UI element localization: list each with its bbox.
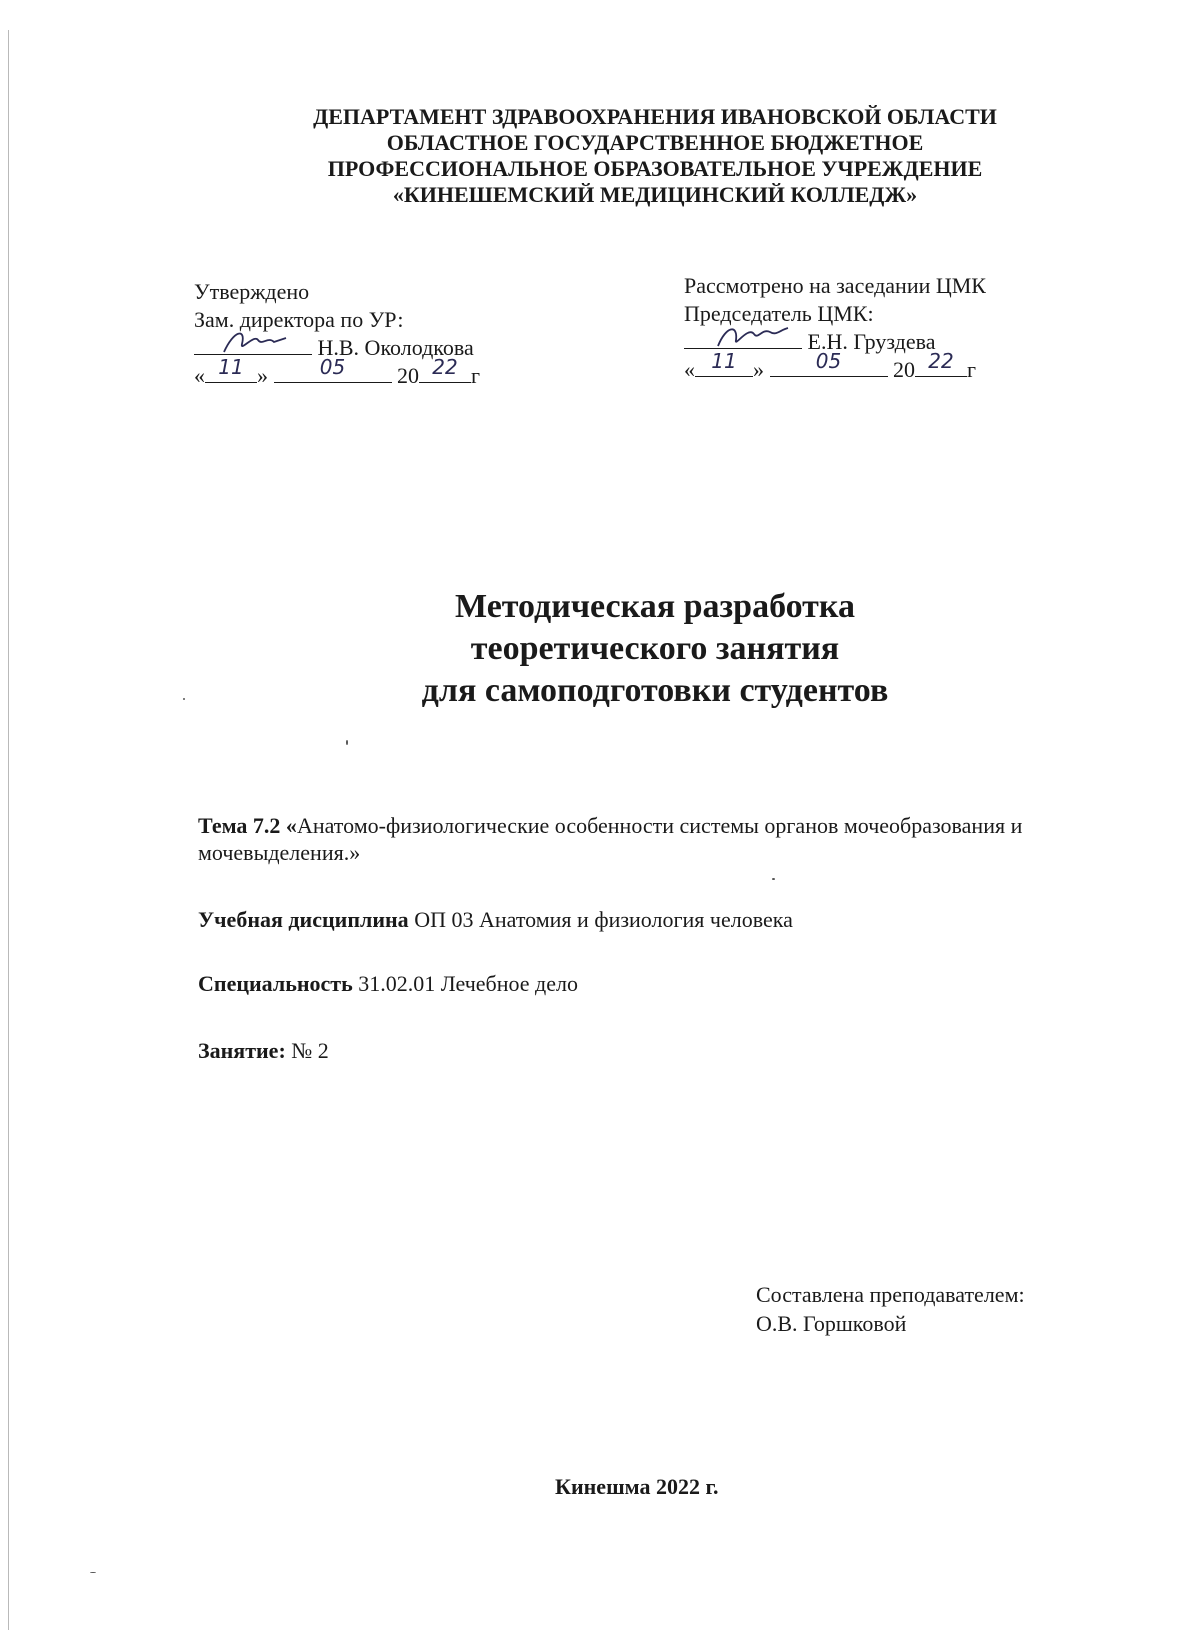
document-title bbox=[0, 586, 1200, 712]
approval-left-position: Зам. директора по УР: bbox=[194, 307, 404, 332]
approval-left-label: Утверждено bbox=[194, 279, 310, 304]
lesson-text: № 2 bbox=[291, 1038, 329, 1063]
approval-right-position: Председатель ЦМК: bbox=[684, 301, 874, 326]
approval-left-date: « 11 » 05 20 22 г bbox=[194, 355, 481, 388]
approval-block-left bbox=[194, 278, 480, 390]
header-line-1: ДЕПАРТАМЕНТ ЗДРАВООХРАНЕНИЯ ИВАНОВСКОЙ ОБЛАСТИ bbox=[313, 104, 997, 129]
date-month: 05 bbox=[319, 355, 346, 379]
date-year: 22 bbox=[928, 349, 954, 373]
date-day: 11 bbox=[711, 349, 737, 373]
scan-speck bbox=[90, 1572, 96, 1573]
signature-mark bbox=[684, 328, 802, 349]
institution-header bbox=[0, 104, 1200, 208]
topic-field bbox=[198, 812, 1058, 866]
specialty-text: 31.02.01 Лечебное дело bbox=[358, 971, 578, 996]
title-line-2: теоретического занятия bbox=[470, 630, 840, 667]
scan-edge-line bbox=[8, 30, 9, 1630]
date-day: 11 bbox=[218, 355, 244, 379]
scan-speck bbox=[346, 740, 348, 745]
city-year: Кинешма 2022 г. bbox=[555, 1474, 719, 1499]
approval-right-label: Рассмотрено на заседании ЦМК bbox=[684, 273, 986, 298]
topic-label: Тема 7.2 « bbox=[198, 813, 297, 838]
author-block bbox=[756, 1280, 1025, 1338]
header-line-2: ОБЛАСТНОЕ ГОСУДАРСТВЕННОЕ БЮДЖЕТНОЕ bbox=[386, 130, 924, 155]
lesson-label: Занятие: bbox=[198, 1038, 286, 1063]
reviewer-name: Е.Н. Груздева bbox=[807, 329, 936, 354]
approval-right-date: « 11 » 05 20 22 г bbox=[684, 349, 977, 382]
handwritten-signature-icon bbox=[194, 326, 312, 356]
specialty-label: Специальность bbox=[198, 971, 353, 996]
title-line-1: Методическая разработка bbox=[455, 588, 855, 625]
title-line-3: для самоподготовки студентов bbox=[421, 672, 889, 709]
header-line-3: ПРОФЕССИОНАЛЬНОЕ ОБРАЗОВАТЕЛЬНОЕ УЧРЕЖДЕНИЕ bbox=[327, 156, 983, 181]
author-line-2: О.В. Горшковой bbox=[756, 1311, 907, 1336]
signature-mark bbox=[194, 334, 312, 355]
approver-name: Н.В. Околодкова bbox=[317, 335, 474, 360]
author-line-1: Составлена преподавателем: bbox=[756, 1282, 1025, 1307]
header-line-4: «КИНЕШЕМСКИЙ МЕДИЦИНСКИЙ КОЛЛЕДЖ» bbox=[392, 182, 918, 207]
scan-speck bbox=[772, 878, 775, 880]
specialty-field bbox=[198, 970, 578, 997]
date-year: 22 bbox=[432, 355, 458, 379]
scan-speck bbox=[183, 698, 185, 700]
discipline-text: ОП 03 Анатомия и физиология человека bbox=[414, 907, 793, 932]
lesson-field bbox=[198, 1037, 329, 1064]
approval-block-right bbox=[684, 272, 986, 384]
handwritten-signature-icon bbox=[684, 320, 802, 350]
date-month: 05 bbox=[815, 349, 842, 373]
topic-text: Анатомо-физиологические особенности системы органов мочеобразования и мочевыделения.» bbox=[198, 813, 1023, 865]
discipline-label: Учебная дисциплина bbox=[198, 907, 409, 932]
discipline-field bbox=[198, 906, 793, 933]
